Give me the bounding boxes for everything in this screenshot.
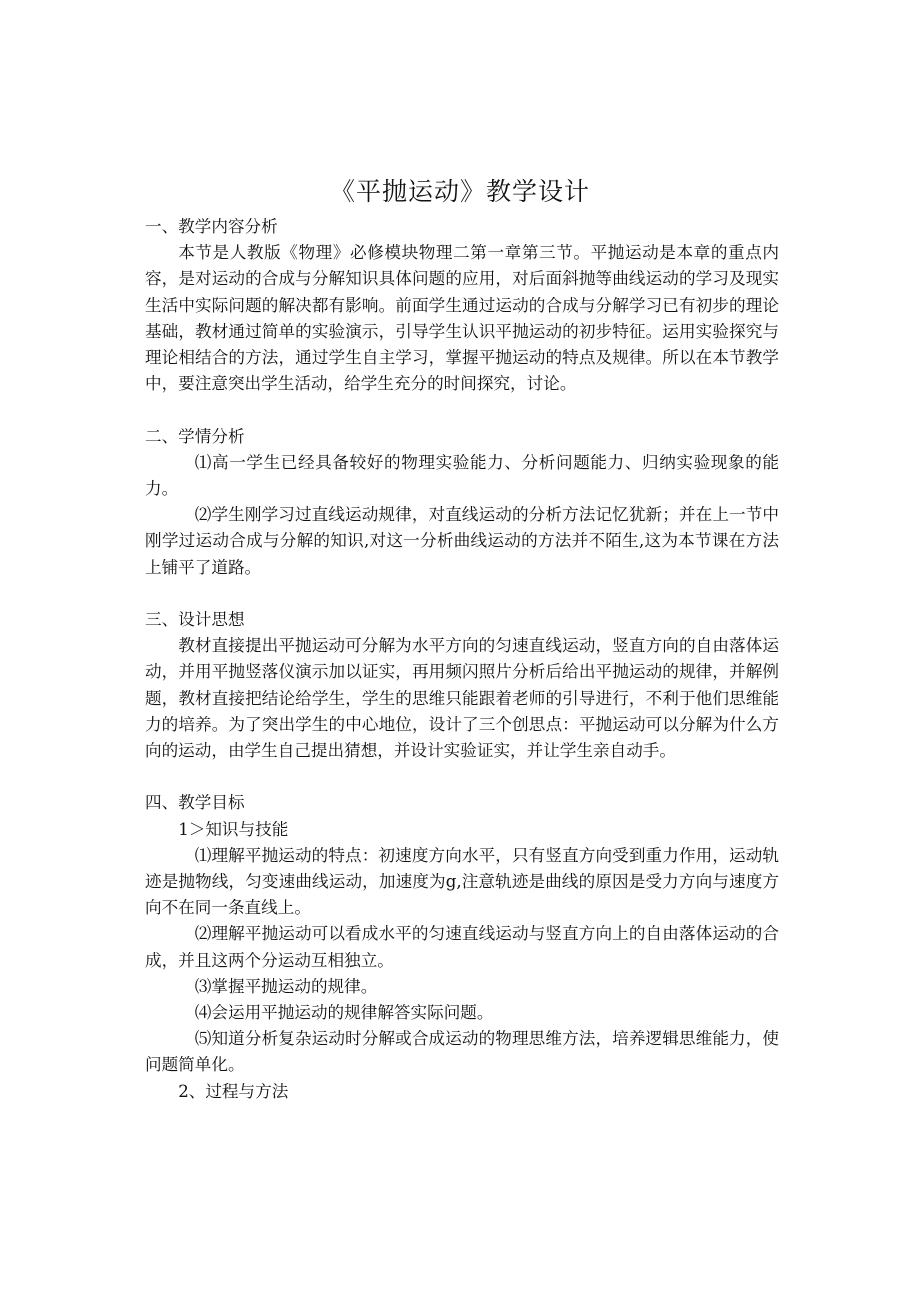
section-heading-learner-analysis: 二、学情分析 [145,426,245,446]
learner-analysis-item: ⑵学生刚学习过直线运动规律，对直线运动的分析方法记忆犹新；并在上一节中刚学过运动合成与分解的知识,对这一分析曲线运动的方法并不陌生,这为本节课在方法上铺平了道路。 [145,505,779,577]
objective-item: ⑸知道分析复杂运动时分解或合成运动的物理思维方法，培养逻辑思维能力，使问题简单化。 [145,1029,779,1075]
objectives-subheading-process: 2、过程与方法 [178,1081,289,1101]
spacer [145,397,779,423]
spacer [145,764,779,790]
document-title: 《平抛运动》教学设计 [329,177,590,206]
content-analysis-paragraph: 本节是人教版《物理》必修模块物理二第一章第三节。平抛运动是本章的重点内容，是对运动的合成与分解知识具体问题的应用，对后面斜抛等曲线运动的学习及现实生活中实际问题的解决都有影响。前面学生通过运动的合成与分解学习已有初步的理论基础，教材通过简单的实验演示，引导学生认识平抛运动的初步特征。运用实验探究与理论相结合的方法，通过学生自主学习，掌握平抛运动的特点及规律。所以在本节教学中，要注意突出学生活动，给学生充分的时间探究，讨论。 [145,243,779,394]
spacer [145,581,779,607]
design-idea-paragraph: 教材直接提出平抛运动可分解为水平方向的匀速直线运动，竖直方向的自由落体运动，并用平抛竖落仪演示加以证实，再用频闪照片分析后给出平抛运动的规律，并解例题，教材直接把结论给学生，学生的思维只能跟着老师的引导进行，不利于他们思维能力的培养。为了突出学生的中心地位，设计了三个创思点：平抛运动可以分解为什么方向的运动，由学生自己提出猜想，并设计实验证实，并让学生亲自动手。 [145,636,779,761]
learner-analysis-item: ⑴高一学生已经具备较好的物理实验能力、分析问题能力、归纳实验现象的能力。 [145,452,779,499]
section-heading-design-idea: 三、设计思想 [145,610,245,630]
section-heading-content-analysis: 一、教学内容分析 [145,217,278,236]
objectives-subheading-knowledge: 1＞知识与技能 [178,819,289,839]
section-heading-objectives: 四、教学目标 [145,793,245,813]
objective-item: ⑵理解平抛运动可以看成水平的匀速直线运动与竖直方向上的自由落体运动的合成，并且这两个分运动互相独立。 [145,924,779,970]
objective-item: ⑶掌握平抛运动的规律。 [194,976,378,996]
objective-item: ⑴理解平抛运动的特点：初速度方向水平，只有竖直方向受到重力作用，运动轨迹是抛物线，匀变速曲线运动，加速度为g,注意轨迹是曲线的原因是受力方向与速度方向不在同一条直线上。 [145,845,779,918]
objective-item: ⑷会运用平抛运动的规律解答实际问题。 [194,1003,494,1023]
document-body [145,214,779,1105]
